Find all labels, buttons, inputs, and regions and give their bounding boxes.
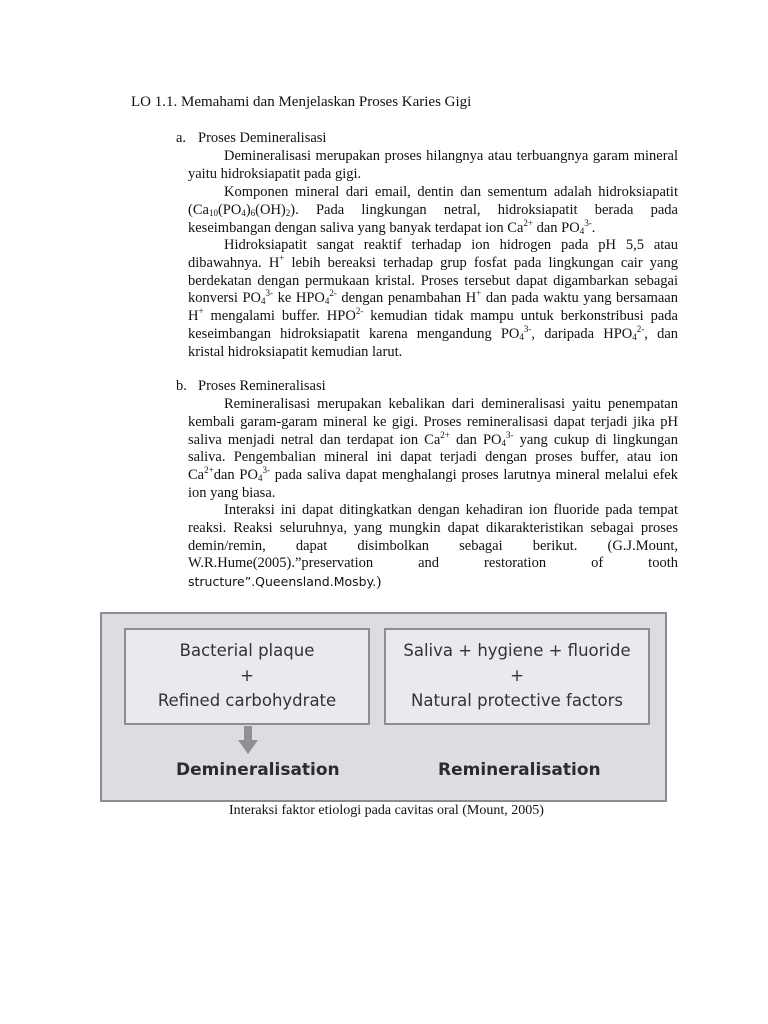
section-a-paragraph-1: Demineralisasi merupakan proses hilangnya atau terbuangnya garam mineral yaitu hidroksiapatit pada gigi. (188, 148, 678, 182)
section-b-paragraph-2: Interaksi ini dapat ditingkatkan dengan kehadiran ion fluoride pada tempat reaksi. Reaksi seluruhnya, yang mungkin dapat dikarakteristikan sebagai proses demin/remin, dapat disimbolkan sebagai berikut. (G.J.Mount, W.R.Hume(2005).”preservation and restoration of tooth structure”.Queensland.Mosby.) (188, 502, 678, 591)
remineralisation-label: Remineralisation (438, 760, 601, 780)
demineralisation-label: Demineralisation (176, 760, 340, 780)
section-a-paragraph-3: Hidroksiapatit sangat reaktif terhadap ion hidrogen pada pH 5,5 atau dibawahnya. H+ lebih bereaksi terhadap grup fosfat pada lingkungan cair yang berdekatan dengan permukaan kristal. Proses tersebut dapat digambarkan sebagai konversi $PO_4^{3-}$ ke $HPO_4^{2-}$ dengan penambahan H+ dan pada waktu yang bersamaan H+ mengalami buffer. $HPO^{2-}$ kemudian tidak mampu untuk berkonstribusi pada keseimbangan hidroksiapatit karena mengandung $PO_4^{3-}$, daripada $HPO_4^{2-}$, dan kristal hidroksiapatit kemudian larut. (188, 237, 679, 360)
section-b-letter: b. (176, 378, 187, 394)
section-b-title-row (176, 378, 326, 395)
plus-sign: + (510, 666, 524, 685)
demineralisation-factors-box (124, 628, 370, 725)
section-b-paragraph-1: Remineralisasi merupakan kebalikan dari demineralisasi yaitu penempatan kembali garam-garam mineral ke gigi. Proses remineralisasi dapat terjadi jika pH saliva menjadi netral dan terdapat ion $Ca^{2+}$ dan $PO_4^{3-}$ yang cukup di lingkungan saliva. Pengembalian mineral ini dapat terjadi dengan proses buffer, atau ion $Ca^{2+}dan$ $PO_4^{3-}$ pada saliva dapat menghalangi proses larutnya mineral melalui efek ion yang biasa. (188, 396, 678, 501)
down-arrow-icon (238, 726, 258, 756)
page-heading: LO 1.1. Memahami dan Menjelaskan Proses Karies Gigi (131, 94, 472, 110)
natural-protective-factors-text: Natural protective factors (411, 691, 623, 710)
section-a-paragraph-2: Komponen mineral dari email, dentin dan sementum adalah hidroksiapatit $(Ca_{10}(PO_4)_6(OH)_2)$. Pada lingkungan netral, hidroksiapatit berada pada keseimbangan dengan saliva yang banyak terdapat ion $Ca^{2+}$ dan $PO_4^{3-}$. (188, 184, 678, 236)
remineralisation-factors-box (384, 628, 650, 725)
refined-carbohydrate-text: Refined carbohydrate (157, 691, 337, 710)
plus-sign: + (240, 666, 254, 685)
section-b-title: Proses Remineralisasi (198, 378, 326, 394)
section-a-letter: a. (176, 130, 187, 146)
saliva-hygiene-fluoride-text: Saliva + hygiene + fluoride (403, 641, 631, 660)
bacterial-plaque-text: Bacterial plaque (179, 641, 315, 660)
demin-remin-figure (100, 612, 667, 802)
section-a-title-row (176, 130, 326, 147)
figure-caption: Interaksi faktor etiologi pada cavitas oral (Mount, 2005) (229, 803, 544, 818)
section-a-title: Proses Demineralisasi (198, 130, 327, 146)
